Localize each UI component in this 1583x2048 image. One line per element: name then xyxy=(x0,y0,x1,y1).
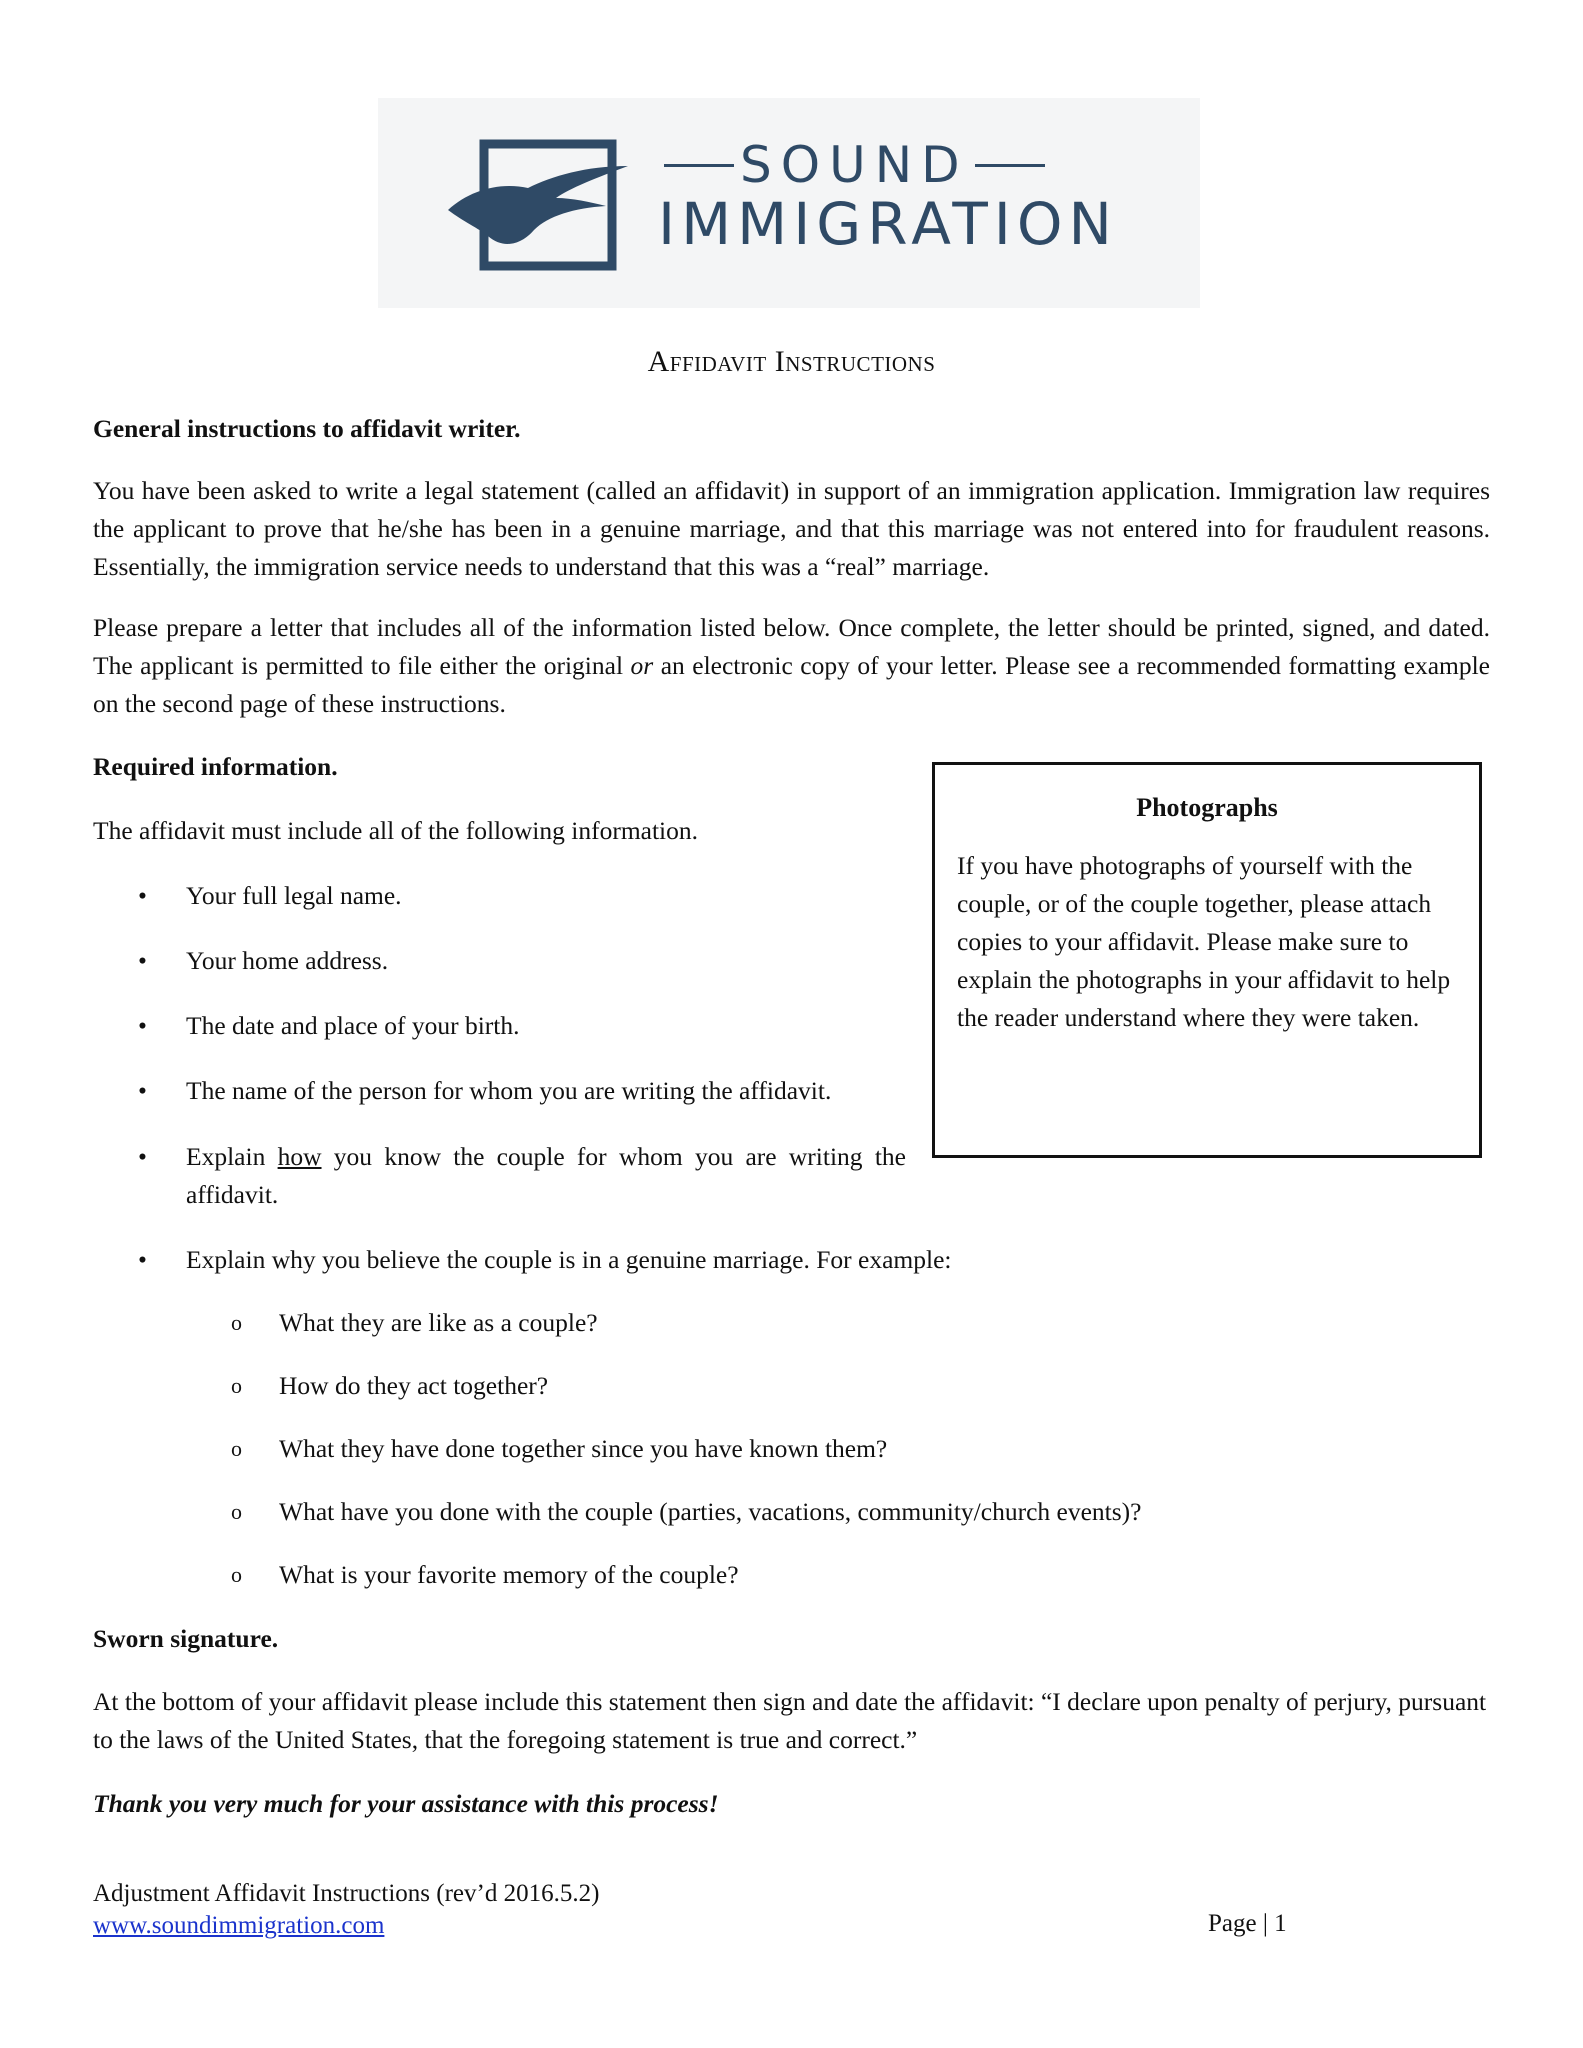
list-item-text: The name of the person for whom you are writing the affidavit. xyxy=(186,1076,832,1105)
circle-bullet-icon: o xyxy=(231,1436,242,1461)
paragraph-2-or: or xyxy=(630,651,654,680)
sub-list-item-text: How do they act together? xyxy=(279,1371,549,1400)
sworn-heading: Sworn signature. xyxy=(93,1624,279,1653)
general-paragraph-1: You have been asked to write a legal statement (called an affidavit) in support of an immigration application. Immigration law requires the applicant to prove that he/she has been in a genuine marriage, and that this marriage was not entered into for fraudulent reasons. Essentially, the immigration service needs to understand that this was a “real” marriage. xyxy=(93,476,1490,581)
thank-you-note: Thank you very much for your assistance with this process! xyxy=(93,1789,719,1818)
sworn-text: At the bottom of your affidavit please include this statement then sign and date the affidavit: “I declare upon penalty of perjury, pursuant to the laws of the United States, that the foregoing statement is true and correct.” xyxy=(93,1687,1487,1754)
general-paragraph-2 xyxy=(93,609,1490,723)
logo-line2: IMMIGRATION xyxy=(658,190,1118,258)
circle-bullet-icon: o xyxy=(231,1562,242,1587)
photographs-body: If you have photographs of yourself with the couple, or of the couple together, please attach copies to your affidavit. Please make sure to explain the photographs in your affidavit to help the reader understand where they were taken. xyxy=(957,851,1451,1032)
list-item-text: Your home address. xyxy=(186,946,389,975)
sub-list-item-text: What have you done with the couple (parties, vacations, community/church events)? xyxy=(279,1497,1142,1526)
page-title: Affidavit Instructions xyxy=(647,345,936,378)
photographs-title: Photographs xyxy=(1136,793,1278,822)
bullet-icon: • xyxy=(138,881,147,910)
logo-rule-left xyxy=(664,164,734,167)
sub-list-item-text: What is your favorite memory of the couple? xyxy=(279,1560,739,1589)
footer xyxy=(93,1878,599,1942)
sub-list-item-text: What they are like as a couple? xyxy=(279,1308,598,1337)
list-item-text: Your full legal name. xyxy=(186,881,402,910)
bullet-icon: • xyxy=(138,1142,147,1171)
bird-logo-icon xyxy=(448,136,628,276)
required-intro: The affidavit must include all of the following information. xyxy=(93,816,699,845)
page-number: Page | 1 xyxy=(1208,1910,1287,1937)
bullet-icon: • xyxy=(138,1011,147,1040)
circle-bullet-icon: o xyxy=(231,1373,242,1398)
footer-doc-name: Adjustment Affidavit Instructions (rev’d 2016.5.2) xyxy=(93,1880,600,1907)
logo-rule-right xyxy=(975,164,1045,167)
paragraph-2-part-b: an electronic copy of your letter. Please see a recommended formatting example on the second page of these instructions. xyxy=(93,651,1490,718)
bullet-icon: • xyxy=(138,1076,147,1105)
required-heading: Required information. xyxy=(93,752,338,781)
text-part: you know the couple for whom you are writing the affidavit. xyxy=(186,1142,906,1209)
circle-bullet-icon: o xyxy=(231,1499,242,1524)
photographs-box xyxy=(932,762,1482,1158)
list-item-text: The date and place of your birth. xyxy=(186,1011,520,1040)
logo-wordmark xyxy=(658,136,1158,258)
text-part: Explain xyxy=(186,1142,278,1171)
general-heading: General instructions to affidavit writer. xyxy=(93,414,521,443)
underlined-word: how xyxy=(277,1142,322,1171)
list-item-text: Explain why you believe the couple is in a genuine marriage. For example: xyxy=(186,1245,952,1274)
bullet-icon: • xyxy=(138,1245,147,1274)
sub-list-item-text: What they have done together since you have known them? xyxy=(279,1434,888,1463)
footer-website-link[interactable]: www.soundimmigration.com xyxy=(93,1912,385,1939)
company-logo xyxy=(378,98,1200,308)
logo-line1: SOUND xyxy=(740,136,969,194)
bullet-icon: • xyxy=(138,946,147,975)
paragraph-2-part-a: Please prepare a letter that includes all of the information listed below. Once complete, the letter should be printed, signed, and dated. The applicant is permitted to file either the original xyxy=(93,613,1490,680)
circle-bullet-icon: o xyxy=(231,1310,242,1335)
list-item-text xyxy=(186,1138,906,1214)
